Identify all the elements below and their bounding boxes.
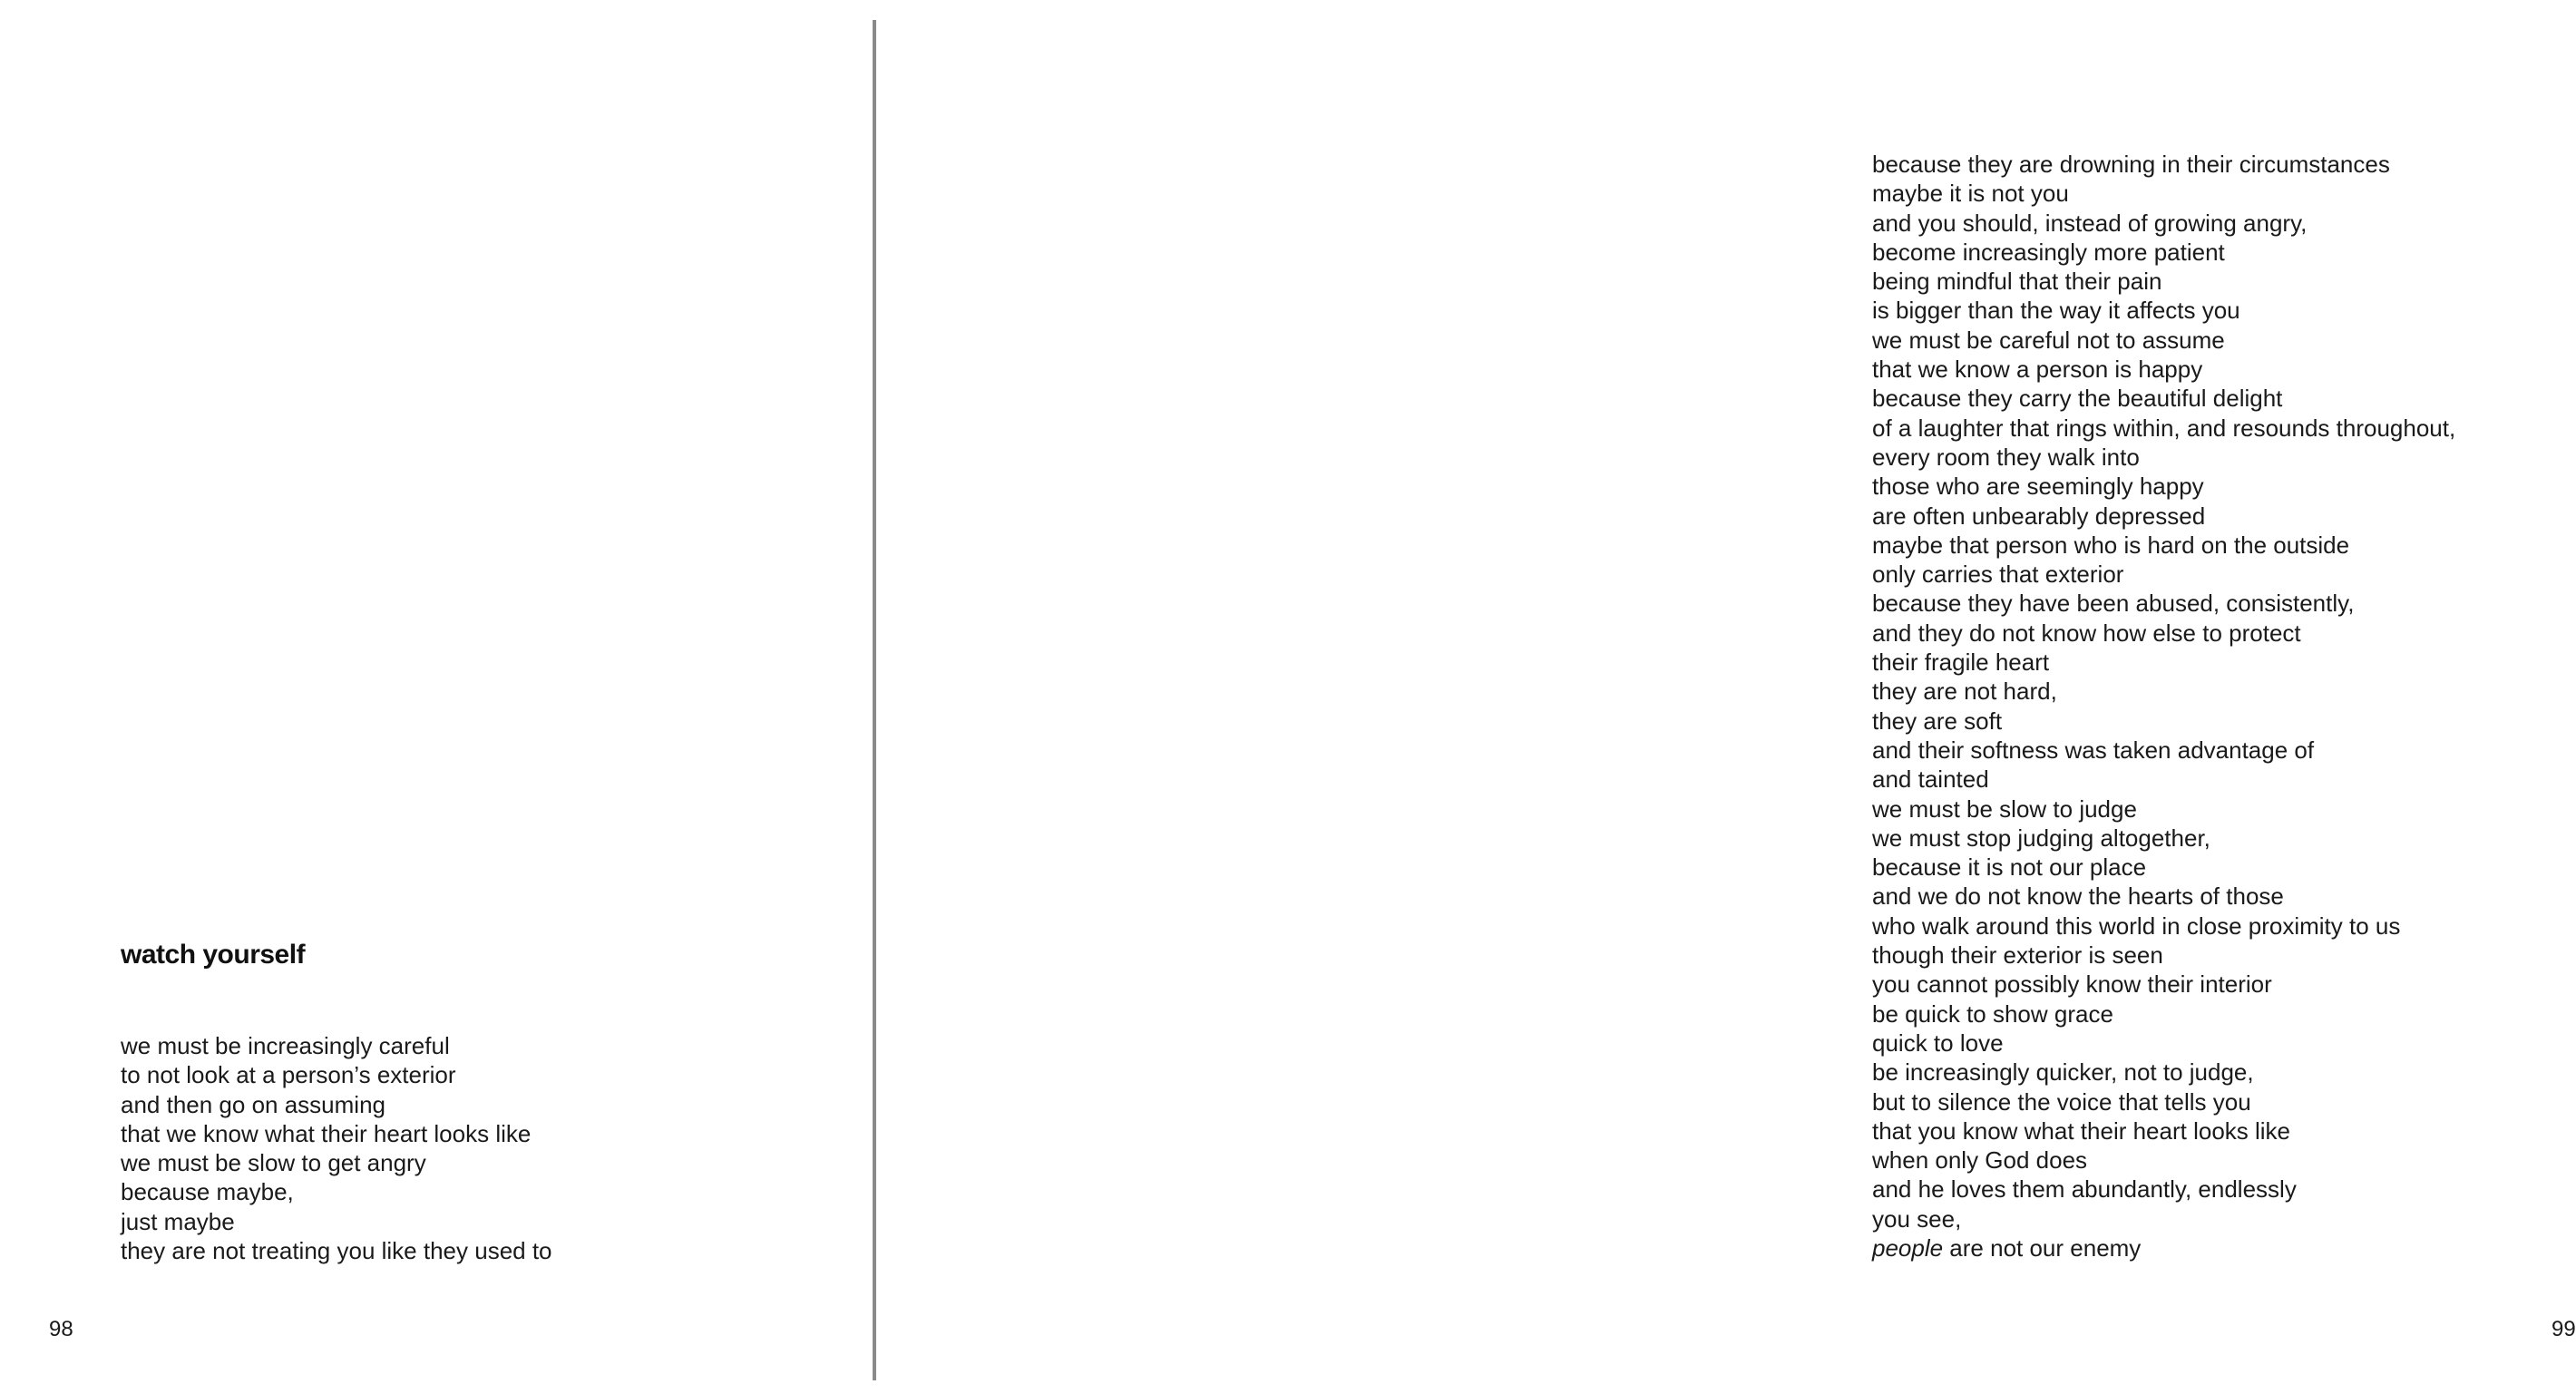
poem-line: and then go on assuming — [121, 1090, 385, 1118]
poem-line: you see, — [1872, 1204, 1962, 1233]
poem-line: we must be slow to judge — [1872, 794, 2137, 823]
poem-line: and you should, instead of growing angry, — [1872, 209, 2308, 237]
poem-stanza-left — [121, 1031, 552, 1265]
poem-line: maybe that person who is hard on the outside — [1872, 531, 2350, 559]
poem-line: being mindful that their pain — [1872, 268, 2162, 296]
poem-line: that you know what their heart looks like — [1872, 1116, 2291, 1145]
poem-line: they are not treating you like they used to — [121, 1237, 552, 1265]
poem-line: because they have been abused, consistently, — [1872, 590, 2355, 618]
poem-line: only carries that exterior — [1872, 561, 2124, 589]
poem-line: and tainted — [1872, 765, 1989, 794]
poem-line: that we know what their heart looks like — [121, 1119, 532, 1147]
poem-line: be increasingly quicker, not to judge, — [1872, 1058, 2254, 1087]
poem-line-final — [1872, 1233, 2455, 1262]
poem-line: we must stop judging altogether, — [1872, 824, 2210, 852]
poem-line: be quick to show grace — [1872, 999, 2113, 1028]
poem-line: and their softness was taken advantage of — [1872, 736, 2315, 764]
poem-line: though their exterior is seen — [1872, 941, 2163, 970]
poem-line: we must be increasingly careful — [121, 1032, 450, 1059]
poem-line: of a laughter that rings within, and resounds throughout, — [1872, 414, 2456, 442]
poem-line: because they carry the beautiful delight — [1872, 385, 2283, 413]
poem-line: because they are drowning in their circumstances — [1872, 151, 2390, 178]
poem-line: they are soft — [1872, 707, 2003, 735]
page-number: 99 — [2552, 1317, 2576, 1341]
poem-line: who walk around this world in close proximity to us — [1872, 911, 2401, 940]
page-number: 98 — [49, 1317, 73, 1341]
poem-line: that we know a person is happy — [1872, 356, 2203, 384]
poem-line: because it is not our place — [1872, 853, 2147, 882]
poem-line: quick to love — [1872, 1028, 2004, 1057]
poem-line: is bigger than the way it affects you — [1872, 297, 2240, 325]
poem-line: and he loves them abundantly, endlessly — [1872, 1175, 2297, 1204]
left-page — [0, 0, 871, 1394]
poem-line: every room they walk into — [1872, 443, 2140, 471]
poem-line: maybe it is not you — [1872, 180, 2069, 208]
poem-line: when only God does — [1872, 1146, 2088, 1175]
poem-line: we must be careful not to assume — [1872, 326, 2225, 354]
poem-title: watch yourself — [121, 940, 306, 970]
poem-line: their fragile heart — [1872, 648, 2050, 677]
poem-line: just maybe — [121, 1207, 235, 1235]
poem-line: to not look at a person’s exterior — [121, 1061, 456, 1089]
poem-line: and we do not know the hearts of those — [1872, 882, 2284, 911]
poem-line: are often unbearably depressed — [1872, 502, 2206, 530]
poem-stanza-right — [1872, 150, 2455, 1262]
poem-line: but to silence the voice that tells you — [1872, 1087, 2251, 1116]
poem-line: because maybe, — [121, 1178, 294, 1206]
right-page — [875, 0, 2576, 1394]
poem-line: those who are seemingly happy — [1872, 473, 2204, 501]
poem-line: and they do not know how else to protect — [1872, 619, 2301, 647]
poem-line: they are not hard, — [1872, 678, 2057, 706]
final-line-rest: are not our enemy — [1943, 1233, 2142, 1262]
emphasized-word: people — [1872, 1233, 1944, 1262]
poem-line: become increasingly more patient — [1872, 238, 2225, 266]
poem-line: you cannot possibly know their interior — [1872, 970, 2272, 999]
poem-line: we must be slow to get angry — [121, 1149, 426, 1177]
